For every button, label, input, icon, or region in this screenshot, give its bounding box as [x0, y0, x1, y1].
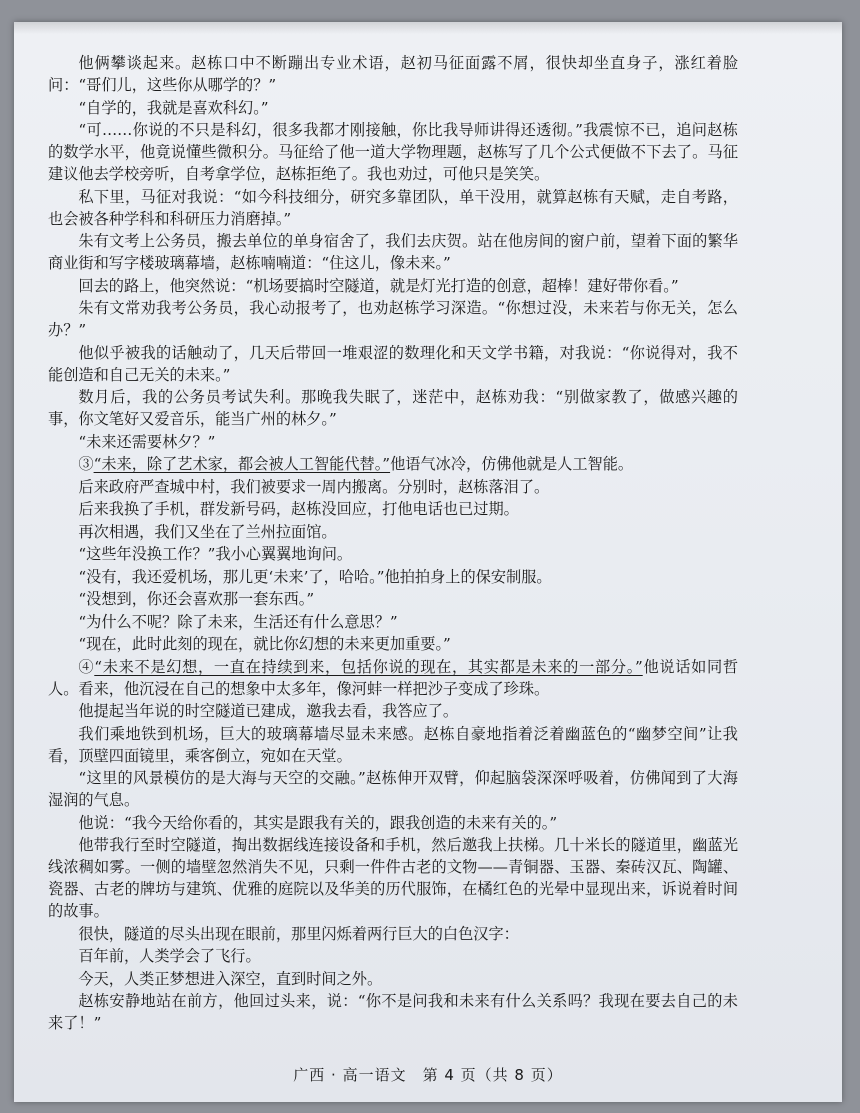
- paragraph-text: 他说：“我今天给你看的，其实是跟我有关的，跟我创造的未来有关的。”: [78, 813, 558, 832]
- paragraph-text: 他说话如同哲人。看来，他沉浸在自己的想象中太多年，像河蚌一样把沙子变成了珍珠。: [48, 657, 739, 698]
- paragraph-text: 后来我换了手机，群发新号码，赵栋没回应，打他电话也已过期。: [78, 500, 519, 518]
- paragraph-text: “这里的风景模仿的是大海与天空的交融。”赵栋伸开双臂，仰起脑袋深深呼吸着，仿佛闻到了大海湿润的气息。: [48, 769, 738, 809]
- passage-paragraph: [48, 230, 738, 274]
- paragraph-text: “现在，此时此刻的现在，就比你幻想的未来更加重要。”: [78, 635, 451, 653]
- passage-paragraph: [48, 476, 738, 498]
- paragraph-text: 他语气冰冷，仿佛他就是人工智能。: [390, 455, 634, 473]
- underlined-sentence: “未来不是幻想，一直在持续到来，包括你说的现在，其实都是未来的一部分。”: [94, 657, 643, 676]
- passage-paragraph: [48, 431, 738, 453]
- paragraph-text: 数月后，我的公务员考试失利。那晚我失眠了，迷茫中，赵栋劝我：“别做家教了，做感兴趣的事，你文笔好又爱音乐，能当广州的林夕。”: [48, 388, 738, 428]
- passage-paragraph: [48, 119, 738, 185]
- passage-paragraph: [48, 834, 738, 922]
- passage-paragraph: [48, 812, 738, 834]
- paragraph-text: “为什么不呢？除了未来，生活还有什么意思？”: [78, 612, 398, 631]
- paragraph-text: 赵栋安静地站在前方，他回过头来，说：“你不是问我和未来有什么关系吗？我现在要去自己的未来了！”: [48, 992, 738, 1032]
- passage-paragraph: [48, 723, 738, 767]
- paragraph-text: “可……你说的不只是科幻，很多我都才刚接触，你比我导师讲得还透彻。”我震惊不已，追问赵栋的数学水平，他竟说懂些微积分。马征给了他一道大学物理题，赵栋写了几个公式便做不下去了。马征建议他去学校旁听，自考拿学位，赵栋拒绝了。我也劝过，可他只是笑笑。: [48, 121, 738, 183]
- reading-passage: [48, 52, 738, 1035]
- passage-paragraph: [48, 767, 738, 811]
- passage-paragraph: [48, 656, 738, 700]
- paragraph-text: 我们乘地铁到机场，巨大的玻璃幕墙尽显未来感。赵栋自豪地指着泛着幽蓝色的“幽梦空间”让我看，顶壁四面镜里，乘客倒立，宛如在天堂。: [48, 724, 738, 765]
- passage-paragraph: [48, 588, 738, 610]
- paragraph-text: 今天，人类正梦想进入深空，直到时间之外。: [78, 969, 383, 988]
- paragraph-text: 朱有文常劝我考公务员，我心动报考了，也劝赵栋学习深造。“你想过没，未来若与你无关，怎么办？”: [48, 299, 738, 339]
- passage-paragraph: [48, 611, 738, 633]
- passage-paragraph: [48, 945, 738, 967]
- passage-paragraph: [48, 633, 738, 655]
- passage-paragraph: [48, 386, 738, 430]
- exam-page: [14, 22, 842, 1102]
- passage-paragraph: [48, 968, 738, 990]
- paragraph-text: “自学的，我就是喜欢科幻。”: [78, 98, 269, 117]
- paragraph-text: 朱有文考上公务员，搬去单位的单身宿舍了，我们去庆贺。站在他房间的窗户前，望着下面的繁华商业街和写字楼玻璃幕墙，赵栋喃喃道：“住这儿，像未来。”: [48, 232, 738, 272]
- underlined-sentence: “未来，除了艺术家，都会被人工智能代替。”: [93, 455, 391, 473]
- passage-paragraph: [48, 297, 738, 341]
- passage-paragraph: [48, 700, 738, 722]
- paragraph-text: “没有，我还爱机场，那儿更‘未来’了，哈哈。”他拍拍身上的保安制服。: [78, 567, 552, 586]
- page-footer: 广西 · 高一语文 第 4 页（共 8 页）: [293, 1066, 563, 1084]
- passage-paragraph: [48, 453, 738, 475]
- paragraph-text: 他提起当年说的时空隧道已建成，邀我去看，我答应了。: [78, 702, 459, 720]
- paragraph-text: ④: [78, 657, 95, 676]
- passage-paragraph: [48, 521, 738, 543]
- passage-paragraph: [48, 52, 738, 96]
- paragraph-text: 回去的路上，他突然说：“机场要搞时空隧道，就是灯光打造的创意，超棒！建好带你看。”: [78, 276, 679, 295]
- paragraph-text: 后来政府严查城中村，我们被要求一周内搬离。分别时，赵栋落泪了。: [78, 477, 550, 496]
- paragraph-text: 他带我行至时空隧道，掏出数据线连接设备和手机，然后邀我上扶梯。几十米长的隧道里，幽蓝光线浓稠如雾。一侧的墙壁忽然消失不见，只剩一件件古老的文物——青铜器、玉器、秦砖汉瓦、陶罐、瓷器、古老的牌坊与建筑、优雅的庭院以及华美的历代服饰，在橘红色的光晕中显现出来，诉说着时间的故事。: [48, 836, 738, 920]
- paragraph-text: “这些年没换工作？”我小心翼翼地询问。: [78, 545, 353, 563]
- paragraph-text: “没想到，你还会喜欢那一套东西。”: [78, 590, 315, 608]
- passage-paragraph: [48, 990, 738, 1034]
- paragraph-text: 百年前，人类学会了飞行。: [78, 947, 261, 965]
- passage-paragraph: [48, 498, 738, 520]
- passage-paragraph: [48, 566, 738, 588]
- passage-paragraph: [48, 342, 738, 386]
- page-shadow: [14, 22, 842, 34]
- paragraph-text: “未来还需要林夕？”: [78, 432, 216, 451]
- passage-paragraph: [48, 186, 738, 230]
- passage-paragraph: [48, 543, 738, 565]
- paragraph-text: ③: [78, 455, 94, 473]
- passage-paragraph: [48, 97, 738, 119]
- paragraph-text: 再次相遇，我们又坐在了兰州拉面馆。: [78, 522, 337, 541]
- passage-paragraph: [48, 923, 738, 945]
- paragraph-text: 很快，隧道的尽头出现在眼前，那里闪烁着两行巨大的白色汉字：: [78, 924, 519, 943]
- paragraph-text: 私下里，马征对我说：“如今科技细分，研究多靠团队，单干没用，就算赵栋有天赋，走自考路，也会被各种学科和科研压力消磨掉。”: [48, 187, 738, 228]
- paragraph-text: 他似乎被我的话触动了，几天后带回一堆艰涩的数理化和天文学书籍，对我说：“你说得对，我不能创造和自己无关的未来。”: [48, 343, 738, 384]
- passage-paragraph: [48, 275, 738, 297]
- paragraph-text: 他俩攀谈起来。赵栋口中不断蹦出专业术语，赵初马征面露不屑，很快却坐直身子，涨红着脸问：“哥们儿，这些你从哪学的？”: [48, 54, 738, 94]
